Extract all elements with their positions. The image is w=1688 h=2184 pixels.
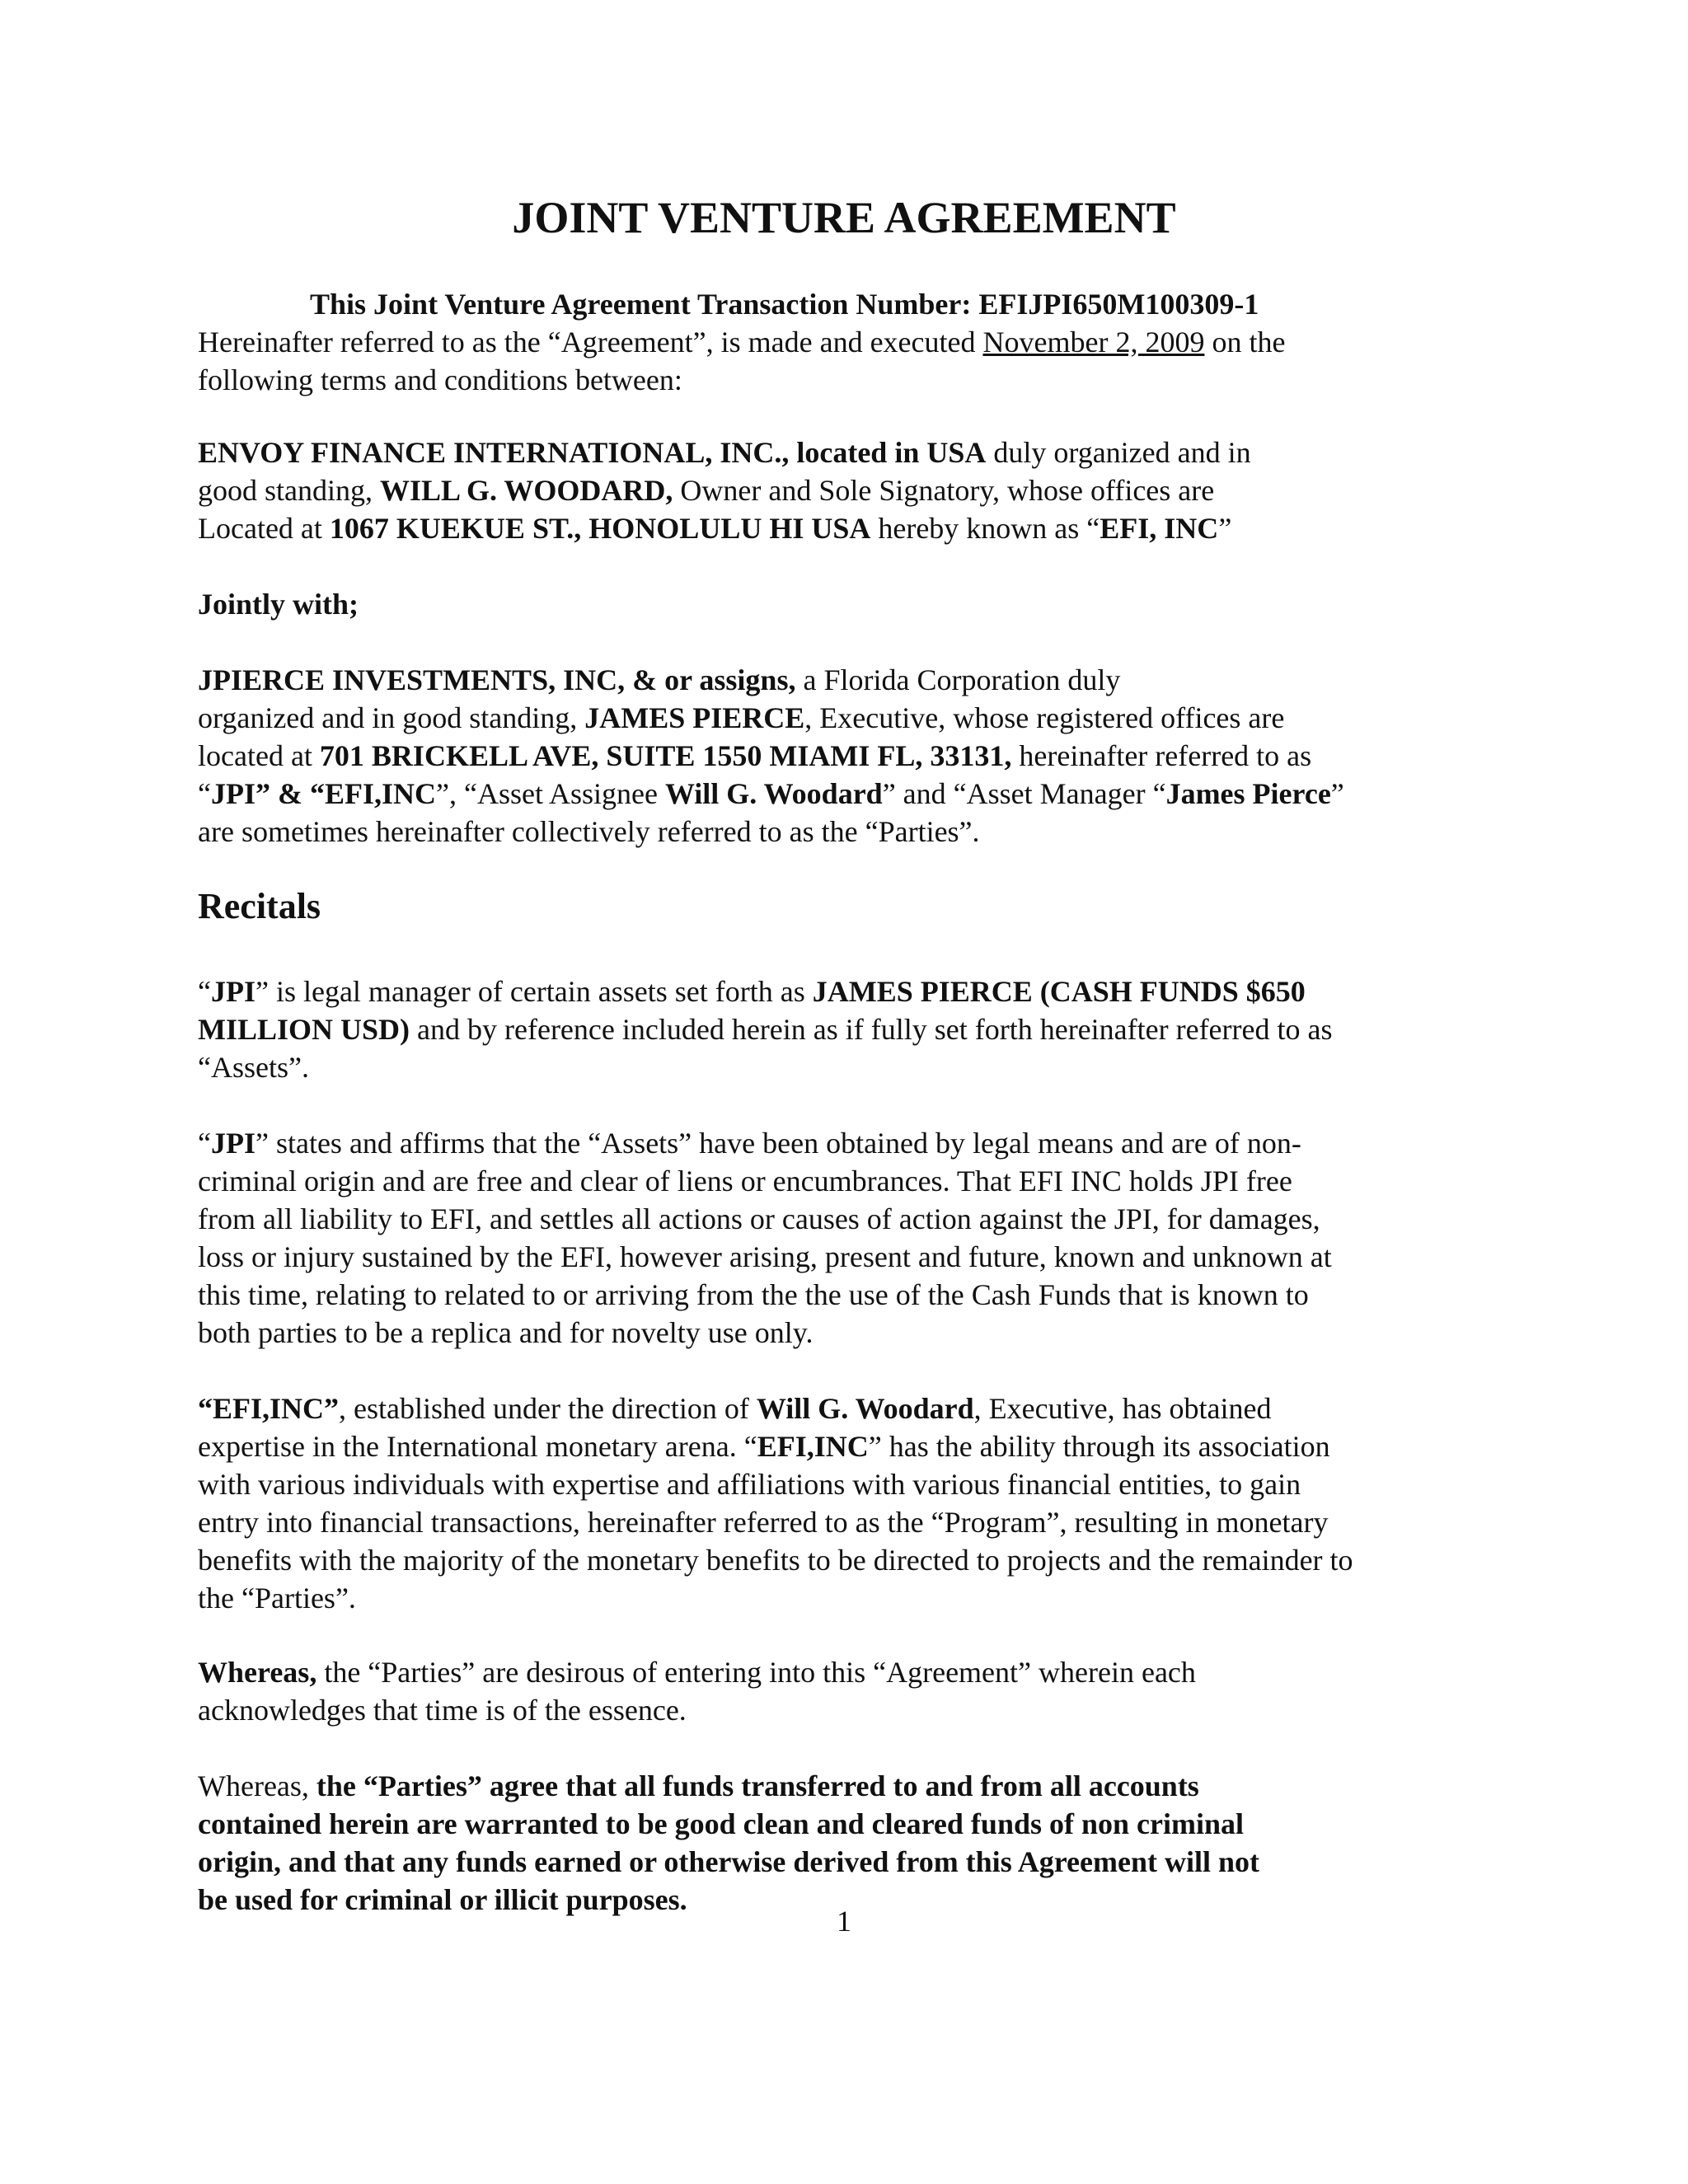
- party2-executive: JAMES PIERCE: [584, 701, 805, 734]
- party1-alias: EFI, INC: [1100, 512, 1219, 545]
- intro-line-2: Hereinafter referred to as the “Agreement”, is made and executed November 2, 2009 on the: [198, 326, 1286, 359]
- jointly-with: Jointly with;: [198, 588, 359, 621]
- party2-paragraph: JPIERCE INVESTMENTS, INC, & or assigns, a Florida Corporation duly organized and in good standing, JAMES PIERCE, Executive, whose registered offices are located at 701 BRICKELL AVE, SUITE 1550 MIAMI FL, 33131, hereinafter referred to as “JPI” & “EFI,INC”, “Asset Assignee Will G. Woodard” and “Asset Manager “James Pierce” are sometimes hereinafter collectively referred to as the “Parties”.: [198, 663, 1344, 848]
- whereas-1: Whereas, the “Parties” are desirous of entering into this “Agreement” wherein each acknowledges that time is of the essence.: [198, 1656, 1196, 1727]
- recital-3: “EFI,INC”, established under the direction of Will G. Woodard, Executive, has obtained expertise in the International monetary arena. “EFI,INC” has the ability through its association with various individuals with expertise and affiliations with various financial entities, to gain entry into financial transactions, hereinafter referred to as the “Program”, resulting in monetary benefits with the majority of the monetary benefits to be directed to projects and the remainder to the “Parties”.: [198, 1392, 1353, 1615]
- party2-name: JPIERCE INVESTMENTS, INC, & or assigns,: [198, 663, 796, 696]
- recital-2: “JPI” states and affirms that the “Assets” have been obtained by legal means and are of non- criminal origin and are free and clear of liens or encumbrances. That EFI INC holds JPI free from all liability to EFI, and settles all actions or causes of action against the JPI, for damages, loss or injury sustained by the EFI, however arising, present and future, known and unknown at this time, relating to related to or arriving from the the use of the Cash Funds that is known to both parties to be a replica and for novelty use only.: [198, 1127, 1332, 1349]
- party1-address: 1067 KUEKUE ST., HONOLULU HI USA: [329, 512, 871, 545]
- page-number: 1: [837, 1905, 851, 1938]
- intro-paragraph: [198, 285, 1517, 399]
- party2-address: 701 BRICKELL AVE, SUITE 1550 MIAMI FL, 33131,: [319, 739, 1012, 772]
- asset-assignee: Will G. Woodard: [664, 777, 883, 810]
- party1-paragraph: ENVOY FINANCE INTERNATIONAL, INC., located in USA duly organized and in good standing, WILL G. WOODARD, Owner and Sole Signatory, whose offices are Located at 1067 KUEKUE ST., HONOLULU HI USA hereby known as “EFI, INC”: [198, 436, 1251, 545]
- transaction-number-line: This Joint Venture Agreement Transaction Number: EFIJPI650M100309-1: [310, 288, 1259, 321]
- party1-signatory: WILL G. WOODARD,: [380, 474, 673, 507]
- party1-name: ENVOY FINANCE INTERNATIONAL, INC., located in USA: [198, 436, 987, 469]
- intro-line-3: following terms and conditions between:: [198, 363, 682, 396]
- asset-manager: James Pierce: [1165, 777, 1331, 810]
- whereas-2: Whereas, the “Parties” agree that all funds transferred to and from all accounts contained herein are warranted to be good clean and cleared funds of non criminal origin, and that any funds earned or otherwise derived from this Agreement will not be used for criminal or illicit purposes.: [198, 1769, 1259, 1916]
- party2-alias: JPI” & “EFI,INC: [210, 777, 436, 810]
- recitals-heading: Recitals: [198, 886, 321, 926]
- document-title: JOINT VENTURE AGREEMENT: [512, 193, 1176, 242]
- execution-date: November 2, 2009: [982, 326, 1205, 359]
- recital-1: “JPI” is legal manager of certain assets set forth as JAMES PIERCE (CASH FUNDS $650 MILLION USD) and by reference included herein as if fully set forth hereinafter referred to as “Assets”.: [198, 975, 1333, 1084]
